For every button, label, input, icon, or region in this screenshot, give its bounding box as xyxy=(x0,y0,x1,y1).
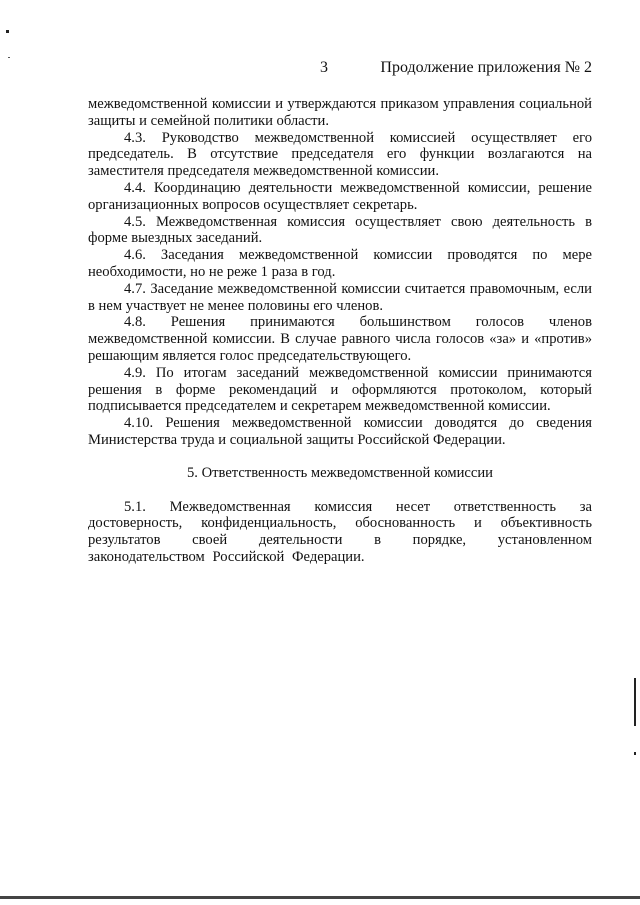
appendix-continuation-label: Продолжение приложения № 2 xyxy=(380,59,592,76)
paragraph-4-3: 4.3. Руководство межведомственной комиссией осуществляет его председатель. В отсутствие председателя его функции возлагаются на заместителя председателя межведомственной комиссии. xyxy=(88,129,592,180)
paragraph-4-7: 4.7. Заседание межведомственной комиссии считается правомочным, если в нем участвует не менее половины его членов. xyxy=(88,280,592,314)
paragraph-5-1: 5.1. Межведомственная комиссия несет ответственность за достоверность, конфиденциальность, обоснованность и объективность результатов своей деятельности в порядке, установленном законодательством Российской Федерации. xyxy=(88,498,592,565)
scan-mark-left xyxy=(8,57,10,58)
paragraph-4-6: 4.6. Заседания межведомственной комиссии проводятся по мере необходимости, но не реже 1 раза в год. xyxy=(88,247,592,280)
paragraph-4-8: 4.8. Решения принимаются большинством голосов членов межведомственной комиссии. В случае равного числа голосов «за» и «против» решающим является голос председательствующего. xyxy=(88,314,592,364)
paragraph-4-4: 4.4. Координацию деятельности межведомственной комиссии, решение организационных вопросов осуществляет секретарь. xyxy=(88,179,592,213)
section-5-heading: 5. Ответственность межведомственной комиссии xyxy=(187,464,493,481)
paragraph-4-10: 4.10. Решения межведомственной комиссии доводятся до сведения Министерства труда и социальной защиты Российской Федерации. xyxy=(88,415,592,448)
document-body xyxy=(88,96,592,566)
paragraph-4-9: 4.9. По итогам заседаний межведомственной комиссии принимаются решения в форме рекомендаций и оформляются протоколом, который подписывается председателем и секретарем межведомственной комиссии. xyxy=(88,364,592,415)
scan-mark-top-left xyxy=(6,30,9,33)
scan-mark-right-1 xyxy=(634,678,636,726)
paragraph-continuation: межведомственной комиссии и утверждаются приказом управления социальной защиты и семейной политики области. xyxy=(88,96,592,129)
scan-mark-right-2 xyxy=(634,752,636,755)
page-number: 3 xyxy=(320,59,328,76)
paragraph-4-5: 4.5. Межведомственная комиссия осуществляет свою деятельность в форме выездных заседаний. xyxy=(88,213,592,247)
page-header xyxy=(0,59,640,79)
scan-bottom-edge xyxy=(0,896,640,899)
